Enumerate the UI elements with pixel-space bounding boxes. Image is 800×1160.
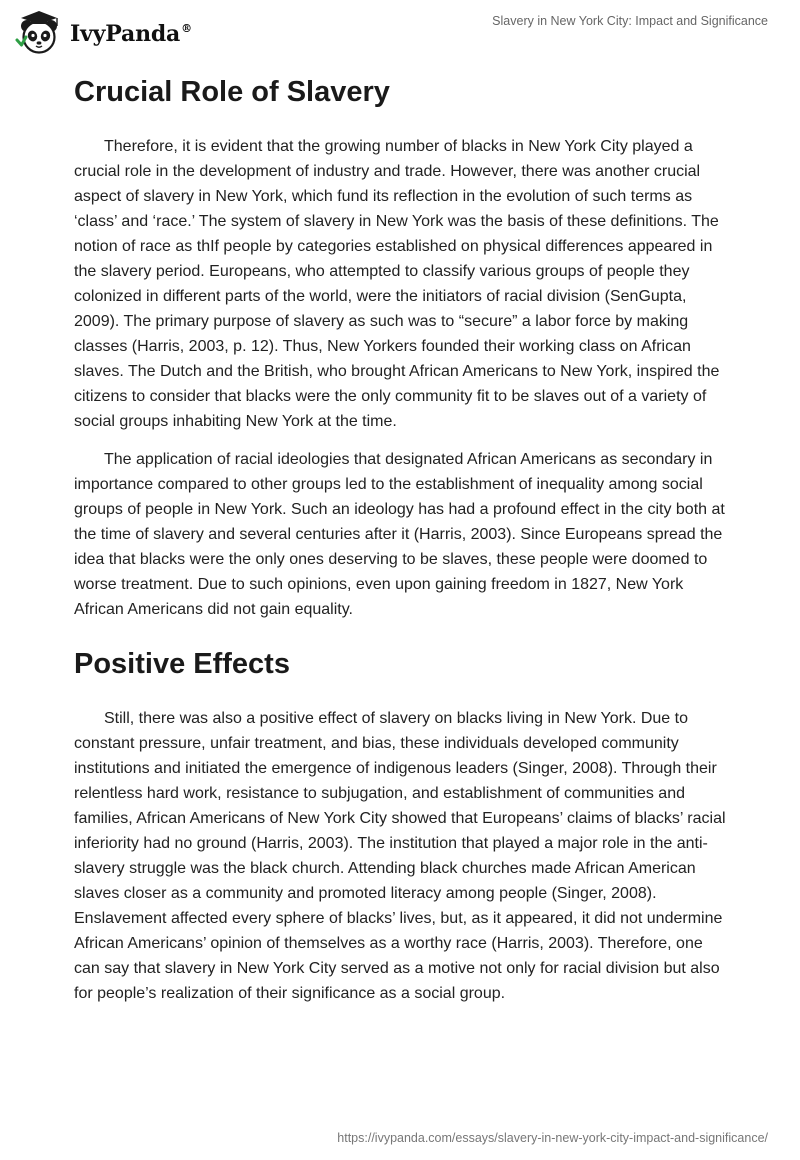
registered-mark: ® (181, 22, 192, 35)
section-heading-positive-effects: Positive Effects (74, 648, 290, 680)
source-url-link[interactable]: https://ivypanda.com/essays/slavery-in-new-york-city-impact-and-significance/ (337, 1131, 768, 1145)
paragraph: Still, there was also a positive effect of slavery on blacks living in New York. Due to constant pressure, unfair treatment, and bias, these individuals developed community institutions and initiated the emergence of indigenous leaders (Singer, 2008). Through their relentless hard work, resistance to subjugation, and establishment of communities and families, African Americans of New York City showed that Europeans’ claims of blacks’ racial inferiority had no ground (Harris, 2003). The institution that played a major role in the anti-slavery struggle was the black church. Attending black churches made African American slaves closer as a community and promoted literacy among people (Singer, 2008). Enslavement affected every sphere of blacks’ lives, but, as it appeared, it did not undermine African Americans’ opinion of themselves as a worthy race (Harris, 2003). Therefore, one can say that slavery in New York City served as a motive not only for racial division but also for people’s realization of their significance as a social group. (74, 710, 726, 1002)
section-heading-crucial-role: Crucial Role of Slavery (74, 76, 390, 108)
page-header (0, 0, 800, 60)
brand-name (70, 21, 192, 47)
brand-logo[interactable] (14, 9, 192, 55)
essay-content (74, 72, 730, 1006)
paragraph: Therefore, it is evident that the growing number of blacks in New York City played a crucial role in the development of industry and trade. However, there was another crucial aspect of slavery in New York, which fund its reflection in the evolution of such terms as ‘class’ and ‘race.’ The system of slavery in New York was the basis of these definitions. The notion of race as thIf people by categories established on physical differences appeared in the slavery period. Europeans, who attempted to classify various groups of people they colonized in different parts of the world, were the initiators of racial division (SenGupta, 2009). The primary purpose of slavery as such was to “secure” a labor force by making classes (Harris, 2003, p. 12). Thus, New Yorkers founded their working class on African slaves. The Dutch and the British, who brought African Americans to New York, inspired the citizens to consider that blacks were the only community fit to be slaves out of a variety of social groups inhabiting New York at the time. (74, 138, 720, 430)
running-title: Slavery in New York City: Impact and Significance (492, 14, 768, 28)
panda-logo-icon (14, 9, 64, 55)
brand-name-text: IvyPanda (70, 21, 181, 47)
paragraph: The application of racial ideologies that designated African Americans as secondary in importance compared to other groups led to the establishment of inequality among social groups of people in New York. Such an ideology has had a profound effect in the city both at the time of slavery and several centuries after it (Harris, 2003). Since Europeans spread the idea that blacks were the only ones deserving to be slaves, these people were doomed to worse treatment. Due to such opinions, even upon gaining freedom in 1827, New York African Americans did not gain equality. (74, 451, 725, 618)
